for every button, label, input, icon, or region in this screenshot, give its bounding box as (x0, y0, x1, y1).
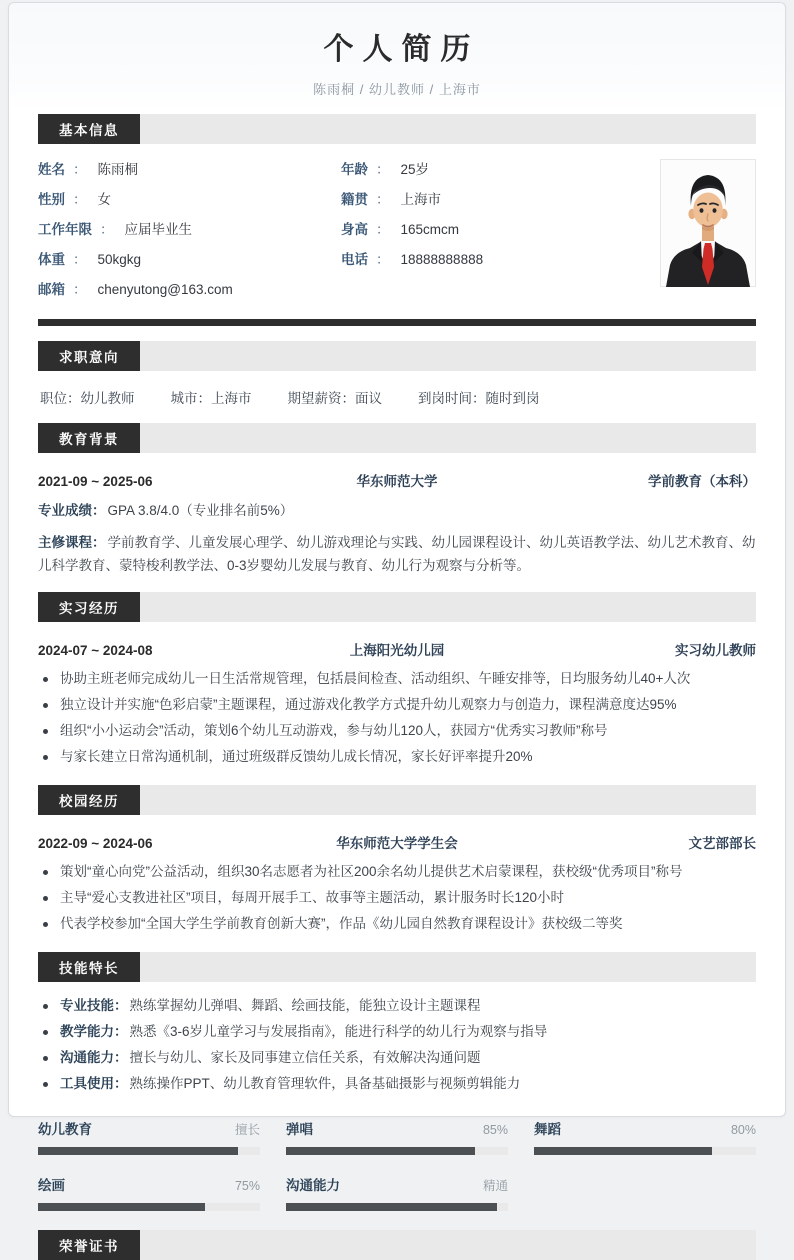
field-work-years (38, 215, 341, 245)
field-native-place (341, 185, 654, 215)
field-value: 女 (97, 192, 111, 207)
campus-period: 2022-09 ~ 2024-06 (38, 836, 153, 851)
field-height (341, 215, 654, 245)
field-value: 陈雨桐 (97, 162, 138, 177)
field-label: 工作年限 (38, 222, 92, 237)
field-value: chenyutong@163.com (97, 282, 233, 297)
job-intention-row (38, 371, 756, 408)
list-item: 组织“小小运动会”活动，策划6个幼儿互动游戏，参与幼儿120人，获园方“优秀实习教师”称号 (38, 718, 756, 744)
profile-photo-illustration (660, 159, 756, 287)
section-badge-bar (140, 952, 756, 982)
list-item: 与家长建立日常沟通机制，通过班级群反馈幼儿成长情况，家长好评率提升20% (38, 744, 756, 770)
list-item: 主导“爱心支教进社区”项目，每周开展手工、故事等主题活动，累计服务时长120小时 (38, 885, 756, 911)
section-header-honors (38, 1230, 756, 1260)
skill-bars-grid (38, 1118, 756, 1211)
section-badge: 校园经历 (38, 785, 140, 815)
progress-fill (38, 1203, 205, 1211)
basic-info-right-column (341, 155, 654, 305)
progress-track (286, 1147, 508, 1155)
internship-company: 上海阳光幼儿园 (349, 643, 445, 658)
field-colon: ： (73, 192, 87, 207)
field-name (38, 155, 341, 185)
field-label: 姓名 (38, 162, 65, 177)
field-value: 25岁 (400, 162, 430, 177)
basic-info-block (38, 144, 756, 305)
field-weight (38, 245, 341, 275)
field-age (341, 155, 654, 185)
field-label: 年龄 (341, 162, 368, 177)
field-label: 性别 (38, 192, 65, 207)
progress-fill (286, 1203, 497, 1211)
list-item: 代表学校参加“全国大学生学前教育创新大赛”，作品《幼儿园自然教育课程设计》获校级二等奖 (38, 911, 756, 937)
intention-position: 职位：幼儿教师 (40, 391, 135, 406)
section-header-job-intention (38, 341, 756, 371)
field-value: 165cmcm (400, 222, 460, 237)
section-badge-bar (140, 1230, 756, 1260)
field-colon: ： (376, 252, 390, 267)
section-header-internship (38, 592, 756, 622)
section-header-education (38, 423, 756, 453)
page-subtitle: 陈雨桐 / 幼儿教师 / 上海市 (313, 82, 481, 97)
field-colon: ： (376, 222, 390, 237)
section-badge: 求职意向 (38, 341, 140, 371)
progress-fill (38, 1147, 238, 1155)
section-badge: 技能特长 (38, 952, 140, 982)
intention-city: 城市：上海市 (170, 391, 252, 406)
skill-bar-early-childhood: 幼儿教育 擅长 (38, 1118, 260, 1155)
basic-info-left-column (38, 155, 341, 305)
field-email (38, 275, 341, 305)
basic-info-columns (38, 155, 654, 305)
skill-bar-singing: 弹唱 85% (286, 1118, 508, 1155)
field-label: 体重 (38, 252, 65, 267)
education-major: 学前教育（本科） (648, 474, 756, 489)
intention-salary: 期望薪资：面议 (287, 391, 382, 406)
field-colon: ： (73, 162, 87, 177)
progress-fill (286, 1147, 475, 1155)
education-gpa-line: 专业成绩： GPA 3.8/4.0（专业排名前5%） (38, 503, 294, 518)
progress-track (534, 1147, 756, 1155)
section-badge: 荣誉证书 (38, 1230, 140, 1260)
internship-summary-row (38, 622, 756, 659)
section-badge: 基本信息 (38, 114, 140, 144)
campus-summary-row (38, 815, 756, 852)
section-badge-bar (140, 341, 756, 371)
section-badge-bar (140, 114, 756, 144)
section-badge-bar (140, 423, 756, 453)
progress-track (286, 1203, 508, 1211)
field-value: 18888888888 (400, 252, 484, 267)
field-value: 应届毕业生 (124, 222, 192, 237)
resume-header (9, 3, 785, 111)
internship-bullet-list (38, 666, 756, 770)
education-school: 华东师范大学 (356, 474, 438, 489)
internship-period: 2024-07 ~ 2024-08 (38, 643, 153, 658)
section-header-skills (38, 952, 756, 982)
campus-role: 文艺部部长 (688, 836, 756, 851)
field-label: 电话 (341, 252, 368, 267)
progress-fill (534, 1147, 712, 1155)
section-header-campus (38, 785, 756, 815)
page-title: 个人简历 (323, 33, 480, 66)
section-header-basic-info (38, 114, 756, 144)
field-colon: ： (100, 222, 114, 237)
education-courses-line: 主修课程： 学前教育学、儿童发展心理学、幼儿游戏理论与实践、幼儿园课程设计、幼儿英语教学法、幼儿艺术教育、幼儿科学教育、蒙特梭利教学法、0-3岁婴幼儿发展与教育、幼儿行为观察与分析等。 (38, 535, 756, 573)
education-summary-row (38, 453, 756, 490)
field-label: 身高 (341, 222, 368, 237)
field-colon: ： (73, 252, 87, 267)
progress-track (38, 1147, 260, 1155)
resume-page (8, 2, 786, 1254)
list-item: 策划“童心向党”公益活动，组织30名志愿者为社区200余名幼儿提供艺术启蒙课程，获校级“优秀项目”称号 (38, 859, 756, 885)
campus-bullet-list (38, 859, 756, 937)
campus-organization: 华东师范大学学生会 (336, 836, 458, 851)
section-badge: 教育背景 (38, 423, 140, 453)
field-label: 籍贯 (341, 192, 368, 207)
resume-body (9, 114, 785, 1260)
list-item: 协助主班老师完成幼儿一日生活常规管理，包括晨间检查、活动组织、午睡安排等，日均服务幼儿40+人次 (38, 666, 756, 692)
field-colon: ： (376, 162, 390, 177)
list-item: 教学能力： 熟悉《3-6岁儿童学习与发展指南》，能进行科学的幼儿行为观察与指导 (38, 1019, 756, 1045)
skill-bar-communication: 沟通能力 精通 (286, 1174, 508, 1211)
field-label: 邮箱 (38, 282, 65, 297)
list-item: 沟通能力： 擅长与幼儿、家长及同事建立信任关系，有效解决沟通问题 (38, 1045, 756, 1071)
section-divider (38, 319, 756, 326)
internship-role: 实习幼儿教师 (675, 643, 756, 658)
education-period: 2021-09 ~ 2025-06 (38, 474, 153, 489)
field-phone (341, 245, 654, 275)
list-item: 独立设计并实施“色彩启蒙”主题课程，通过游戏化教学方式提升幼儿观察力与创造力，课程满意度达95% (38, 692, 756, 718)
progress-track (38, 1203, 260, 1211)
list-item: 工具使用： 熟练操作PPT、幼儿教育管理软件，具备基础摄影与视频剪辑能力 (38, 1071, 756, 1097)
field-value: 50kgkg (97, 252, 142, 267)
section-badge-bar (140, 785, 756, 815)
field-gender (38, 185, 341, 215)
field-colon: ： (376, 192, 390, 207)
field-colon: ： (73, 282, 87, 297)
profile-photo (660, 159, 756, 287)
skill-bar-dance: 舞蹈 80% (534, 1118, 756, 1155)
skill-bar-painting: 绘画 75% (38, 1174, 260, 1211)
section-badge: 实习经历 (38, 592, 140, 622)
list-item: 专业技能： 熟练掌握幼儿弹唱、舞蹈、绘画技能，能独立设计主题课程 (38, 993, 756, 1019)
field-value: 上海市 (400, 192, 441, 207)
section-badge-bar (140, 592, 756, 622)
skills-bullet-list (38, 993, 756, 1097)
intention-availability: 到岗时间：随时到岗 (418, 391, 540, 406)
